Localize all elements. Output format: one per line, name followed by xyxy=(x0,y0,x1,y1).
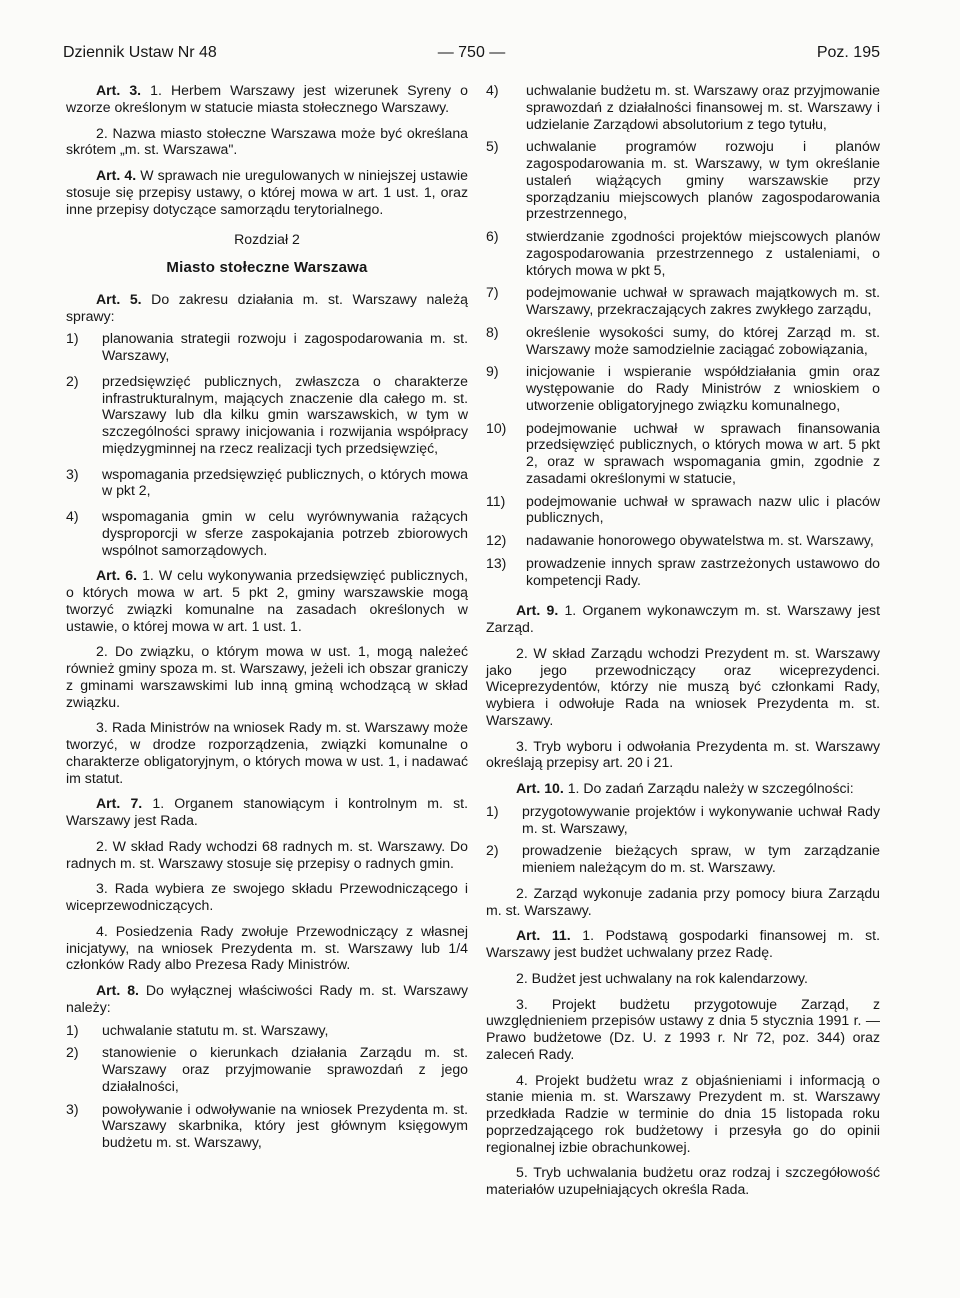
article-label: Art. 4. xyxy=(96,167,137,183)
paragraph-text: 1. W celu wykonywania przedsięwzięć publicznych, o których mowa w art. 5 pkt 2, gminy warszawskie mogą tworzyć związki komunalne na zasadach określonych w ustawie, o której mowa w art. 1 ust. 1. xyxy=(66,567,468,634)
chapter-title: Miasto stołeczne Warszawa xyxy=(166,259,368,276)
art3-paragraph-1 xyxy=(66,82,468,116)
item-number: 8) xyxy=(486,323,499,340)
list-item xyxy=(486,420,880,487)
item-number: 13) xyxy=(486,554,507,571)
item-text: powoływanie i odwoływanie na wniosek Prezydenta m. st. Warszawy skarbnika, który jest głównym księgowym budżetu m. st. Warszawy, xyxy=(102,1100,468,1150)
item-number: 4) xyxy=(486,82,499,98)
item-number: 7) xyxy=(486,284,499,301)
art10-paragraph-2: 2. Zarząd wykonuje zadania przy pomocy biura Zarządu m. st. Warszawy. xyxy=(486,884,880,918)
list-item xyxy=(486,842,880,876)
paragraph-text: Do wyłącznej właściwości Rady m. st. Warszawy należy: xyxy=(66,982,468,1015)
art6-paragraph-3: 3. Rada Ministrów na wniosek Rady m. st. Warszawy może tworzyć, w drodze rozporządzenia, związki komunalne o charakterze obligatoryjnym, o których mowa w ust. 1, i nadawać im statut. xyxy=(66,719,468,786)
item-text: planowania strategii rozwoju i zagospodarowania m. st. Warszawy, xyxy=(102,330,468,363)
art11-paragraph-5: 5. Tryb uchwalania budżetu oraz rodzaj i szczegółowość materiałów uzupełniających określa Rada. xyxy=(486,1164,880,1197)
art9-paragraph-1 xyxy=(486,602,880,636)
article-label: Art. 6. xyxy=(96,567,138,584)
paragraph-text: 1. Organem wykonawczym m. st. Warszawy jest Zarząd. xyxy=(486,602,880,635)
item-text: podejmowanie uchwał w sprawach nazw ulic i placów publicznych, xyxy=(526,492,880,526)
art9-paragraph-3: 3. Tryb wyboru i odwołania Prezydenta m. st. Warszawy określają przepisy art. 20 i 21. xyxy=(486,737,880,771)
item-text: wspomagania gmin w celu wyrównywania rażących dysproporcji w sferze zaspokajania potrzeb zbiorowych wspólnot samorządowych. xyxy=(102,508,468,558)
art7-paragraph-2: 2. W skład Rady wchodzi 68 radnych m. st. Warszawy. Do radnych m. st. Warszawy stosuje się przepisy o radnych gmin. xyxy=(66,837,468,871)
art4-paragraph xyxy=(66,167,468,217)
list-item xyxy=(66,508,468,558)
list-item xyxy=(486,138,880,222)
item-number: 3) xyxy=(66,465,79,482)
art7-paragraph-1 xyxy=(66,795,468,829)
item-number: 4) xyxy=(66,508,79,524)
list-item xyxy=(486,493,880,527)
item-number: 10) xyxy=(486,419,507,436)
right-column xyxy=(486,82,880,1198)
article-label: Art. 11. xyxy=(516,927,571,944)
item-text: prowadzenie innych spraw zastrzeżonych ustawowo do kompetencji Rady. xyxy=(526,554,880,588)
art8-intro xyxy=(66,982,468,1016)
item-number: 2) xyxy=(66,372,79,389)
paragraph-text: 1. Do zadań Zarządu należy w szczególności: xyxy=(563,780,854,796)
item-text: przygotowywanie projektów i wykonywanie uchwał Rady m. st. Warszawy, xyxy=(522,802,880,836)
list-item xyxy=(66,373,468,457)
list-item xyxy=(486,803,880,837)
item-number: 1) xyxy=(66,1021,79,1038)
art7-paragraph-4: 4. Posiedzenia Rady zwołuje Przewodniczący z własnej inicjatywy, na wniosek Prezydenta m. st. Warszawy lub 1/4 członków Rady albo Prezesa Rady Ministrów. xyxy=(66,922,468,973)
item-number: 1) xyxy=(486,802,499,819)
art5-intro xyxy=(66,291,468,325)
article-label: Art. 5. xyxy=(96,290,142,307)
item-text: wspomagania przedsięwzięć publicznych, o których mowa w pkt 2, xyxy=(102,465,468,499)
chapter-number: Rozdział 2 xyxy=(234,231,300,248)
item-number: 2) xyxy=(486,842,499,859)
item-text: uchwalanie programów rozwoju i planów zagospodarowania m. st. Warszawy, w tym określanie ustaleń wiążących gminy warszawskie przy sporządzaniu miejscowych planów zagospodarowania przestrzennego, xyxy=(526,138,880,222)
article-label: Art. 9. xyxy=(516,602,559,619)
article-label: Art. 3. xyxy=(96,82,142,98)
item-text: przedsięwzięć publicznych, zwłaszcza o charakterze infrastrukturalnym, mających znaczenie dla całego m. st. Warszawy lub dla kilku gmin warszawskich, w tym w szczególności sprawy inicjowania i rozwijania współpracy międzygminnej na rzecz realizacji tych przedsięwzięć, xyxy=(102,372,468,456)
list-item xyxy=(486,228,880,278)
position-number: Poz. 195 xyxy=(816,44,880,61)
article-label: Art. 10. xyxy=(516,780,564,796)
journal-name: Dziennik Ustaw Nr 48 xyxy=(63,44,217,61)
paragraph-text: 1. Herbem Warszawy jest wizerunek Syreny o wzorze określonym w statucie miasta stołecznego Warszawy. xyxy=(66,82,468,115)
list-item xyxy=(486,284,880,318)
page-header xyxy=(63,44,880,68)
paragraph-text: W sprawach nie uregulowanych w niniejszej ustawie stosuje się przepisy ustawy, o której mowa w art. 1 ust. 1, oraz inne przepisy dotyczące samorządu terytorialnego. xyxy=(66,167,469,217)
item-number: 2) xyxy=(66,1044,79,1061)
art6-paragraph-1 xyxy=(66,567,468,634)
page-number: — 750 — xyxy=(437,44,506,61)
article-label: Art. 8. xyxy=(96,982,139,998)
list-item xyxy=(486,555,880,589)
art10-intro xyxy=(486,780,880,797)
art7-paragraph-3: 3. Rada wybiera ze swojego składu Przewodniczącego i wiceprzewodniczących. xyxy=(66,880,468,913)
art11-paragraph-2: 2. Budżet jest uchwalany na rok kalendarzowy. xyxy=(516,969,808,986)
left-column xyxy=(66,82,468,1151)
list-item xyxy=(66,1022,468,1039)
article-label: Art. 7. xyxy=(96,795,143,812)
item-text: stanowienie o kierunkach działania Zarządu m. st. Warszawy oraz przyjmowanie sprawozdań z jego działalności, xyxy=(102,1044,468,1094)
item-text: podejmowanie uchwał w sprawach finansowania przedsięwzięć publicznych, o których mowa w art. 5 pkt 2, oraz w sprawach wspomagania gmin, zgodnie z zasadami określonymi w statucie, xyxy=(526,419,880,486)
item-number: 6) xyxy=(486,228,499,244)
item-text: uchwalanie budżetu m. st. Warszawy oraz przyjmowanie sprawozdań z działalności finansowej m. st. Warszawy i udzielanie Zarządowi absolutorium z tego tytułu, xyxy=(526,82,880,132)
art3-paragraph-2: 2. Nazwa miasto stołeczne Warszawa może być określana skrótem „m. st. Warszawa". xyxy=(66,124,468,158)
item-text: podejmowanie uchwał w sprawach majątkowych m. st. Warszawy, przekraczających zakres zwykłego zarządu, xyxy=(526,284,880,317)
item-text: określenie wysokości sumy, do której Zarząd m. st. Warszawy może samodzielnie zaciągać zobowiązania, xyxy=(526,323,880,357)
list-item xyxy=(66,1101,468,1151)
item-text: prowadzenie bieżących spraw, w tym zarządzanie mieniem należącym do m. st. Warszawy. xyxy=(522,842,880,875)
item-text: stwierdzanie zgodności projektów miejscowych planów zagospodarowania przestrzennego z ustaleniami, o których mowa w pkt 5, xyxy=(526,228,880,278)
item-number: 5) xyxy=(486,138,499,155)
item-number: 11) xyxy=(486,492,506,509)
paragraph-text: 1. Organem stanowiącym i kontrolnym m. st. Warszawy jest Rada. xyxy=(66,795,468,828)
art11-paragraph-3: 3. Projekt budżetu przygotowuje Zarząd, z uwzględnieniem przepisów ustawy z dnia 5 stycznia 1991 r. — Prawo budżetowe (Dz. U. z 1993 r. Nr 72, poz. 344) oraz zaleceń Rady. xyxy=(486,995,880,1062)
item-text: nadawanie honorowego obywatelstwa m. st. Warszawy, xyxy=(526,532,874,548)
art11-paragraph-1 xyxy=(486,927,880,961)
item-number: 3) xyxy=(66,1100,79,1117)
item-text: uchwalanie statutu m. st. Warszawy, xyxy=(102,1021,329,1038)
paragraph-text: 1. Podstawą gospodarki finansowej m. st. Warszawy jest budżet uchwalany przez Radę. xyxy=(486,927,880,960)
list-item xyxy=(486,324,880,358)
item-number: 9) xyxy=(486,363,499,380)
art6-paragraph-2: 2. Do związku, o którym mowa w ust. 1, mogą należeć również gminy spoza m. st. Warszawy, jeżeli ich obszar graniczy z gminami warszawskimi lub inną gminą wchodzącą w skład związku. xyxy=(66,643,468,710)
item-number: 12) xyxy=(486,532,507,548)
list-item xyxy=(486,82,880,132)
item-text: inicjowanie i wspieranie współdziałania gmin oraz występowanie do Rady Ministrów z wnioskiem o utworzenie obligatoryjnego związku komunalnego, xyxy=(526,363,880,413)
art11-paragraph-4: 4. Projekt budżetu wraz z objaśnieniami i informacją o stanie mienia m. st. Warszawy Prezydent m. st. Warszawy przedkłada Radzie w terminie do dnia 15 listopada roku poprzedzającego rok budżetowy i przesyła go do opinii regionalnej izbie obrachunkowej. xyxy=(486,1071,880,1155)
paragraph-text: Do zakresu działania m. st. Warszawy należą sprawy: xyxy=(66,290,468,324)
list-item xyxy=(486,363,880,413)
art9-paragraph-2: 2. W skład Zarządu wchodzi Prezydent m. st. Warszawy jako jego przewodniczący oraz wiceprezydenci. Wiceprezydentów, którzy nie muszą być członkami Rady, wybiera i odwołuje Rada na wniosek Prezydenta m. st. Warszawy. xyxy=(486,644,880,728)
list-item xyxy=(66,1044,468,1094)
list-item xyxy=(66,330,468,364)
list-item xyxy=(486,532,880,549)
item-number: 1) xyxy=(66,330,79,347)
list-item xyxy=(66,466,468,500)
